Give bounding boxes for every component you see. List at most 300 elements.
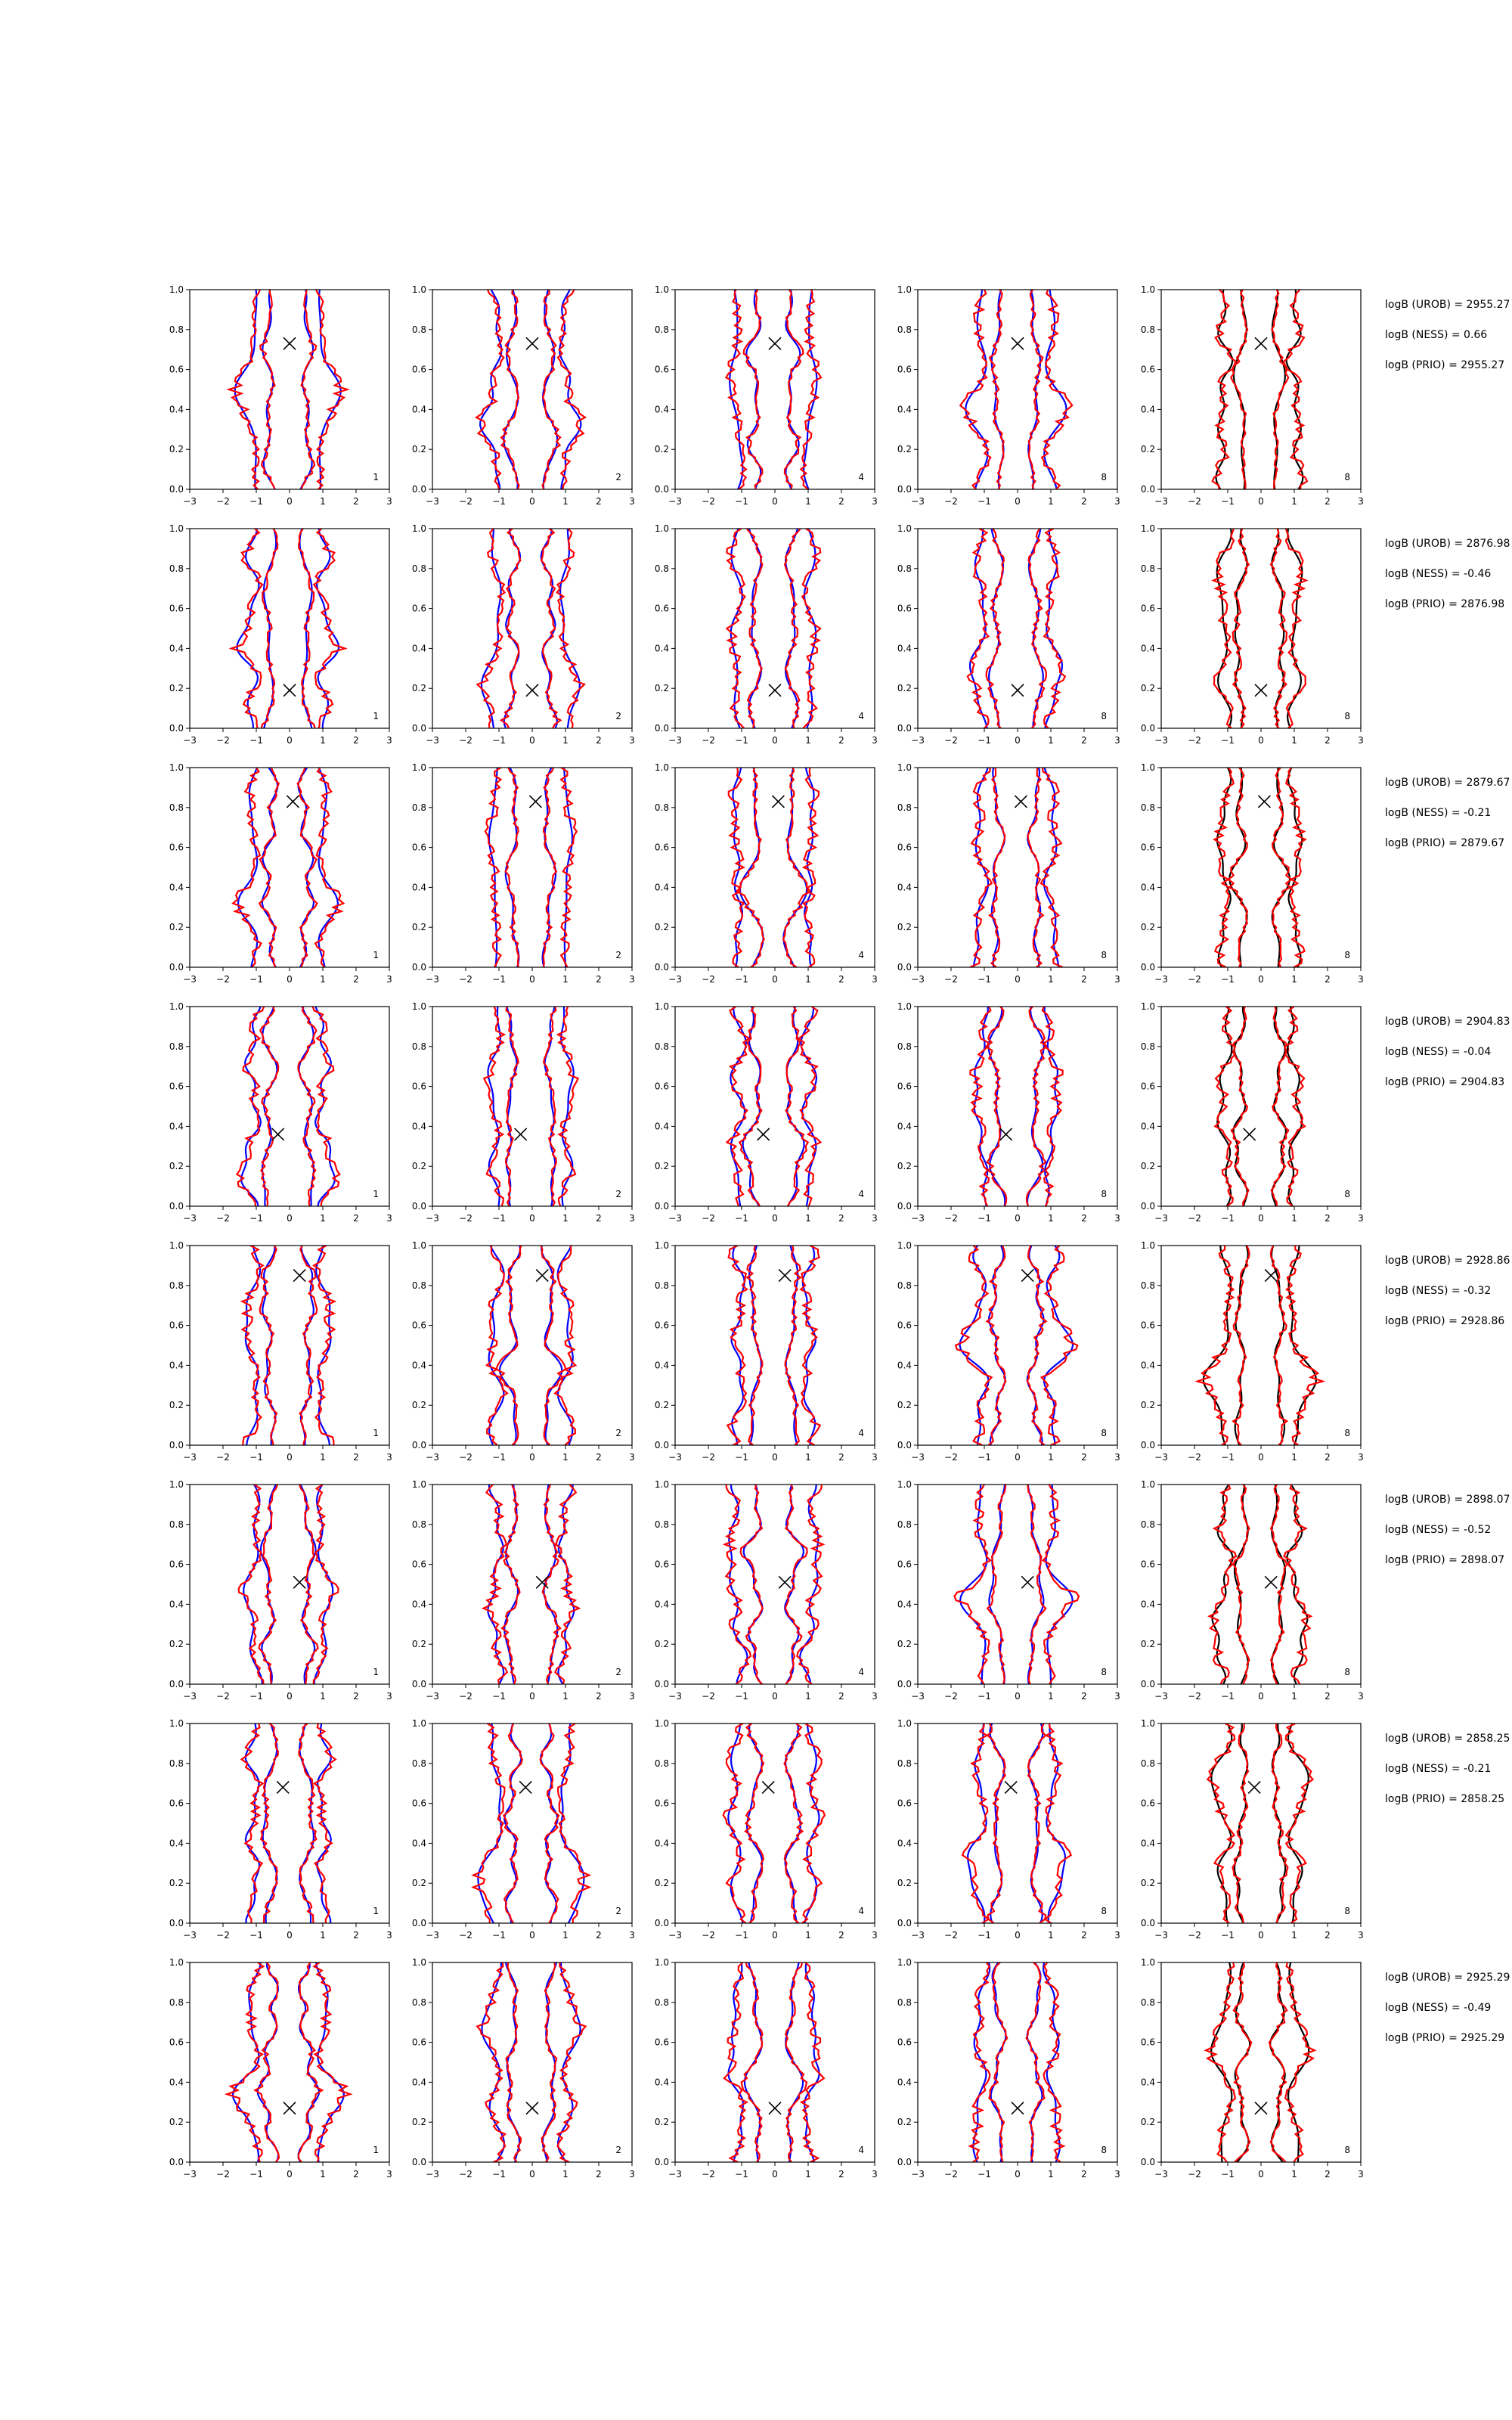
panel-number-label: 4 bbox=[858, 711, 864, 721]
panel-r1-c2 bbox=[412, 284, 635, 507]
y-tick-label: 0.8 bbox=[654, 1280, 669, 1291]
y-tick-label: 0.2 bbox=[897, 683, 912, 694]
axes-frame bbox=[432, 290, 632, 489]
contour-black-level1 bbox=[1235, 1723, 1285, 1923]
y-tick-label: 1.0 bbox=[897, 1957, 912, 1968]
contour-red-level2 bbox=[727, 529, 820, 728]
y-tick-label: 0.6 bbox=[1140, 1081, 1155, 1092]
y-tick-label: 0.4 bbox=[1140, 643, 1155, 654]
y-tick-label: 0.2 bbox=[169, 1400, 184, 1411]
y-tick-label: 1.0 bbox=[411, 1240, 426, 1251]
y-tick-label: 0.6 bbox=[411, 603, 426, 614]
x-tick-label: 3 bbox=[629, 496, 635, 507]
contour-red-level1 bbox=[260, 290, 316, 489]
x-tick-label: 2 bbox=[838, 2169, 844, 2180]
y-tick-label: 1.0 bbox=[411, 1479, 426, 1490]
contour-red-level2 bbox=[242, 1246, 334, 1445]
true-value-marker bbox=[1255, 684, 1267, 697]
x-tick-label: −1 bbox=[492, 974, 506, 985]
y-tick-label: 0.8 bbox=[169, 802, 184, 813]
x-tick-label: −2 bbox=[1188, 496, 1201, 507]
logb-prio-value: logB (PRIO) = 2876.98 bbox=[1385, 598, 1505, 610]
panel-r1-c3 bbox=[655, 284, 878, 507]
x-tick-label: −3 bbox=[911, 1213, 925, 1224]
x-tick-label: 2 bbox=[1325, 1213, 1331, 1224]
x-tick-label: 1 bbox=[320, 1213, 326, 1224]
panel-r8-c1 bbox=[169, 1957, 392, 2180]
y-tick-label: 0.8 bbox=[897, 1519, 912, 1530]
panel-number-label: 1 bbox=[373, 1667, 379, 1677]
y-tick-label: 0.4 bbox=[654, 1121, 669, 1132]
x-tick-label: 1 bbox=[1291, 1213, 1297, 1224]
x-tick-label: −3 bbox=[1154, 496, 1168, 507]
panel-number-label: 2 bbox=[615, 1428, 621, 1438]
x-tick-label: −2 bbox=[702, 974, 715, 985]
x-tick-label: −3 bbox=[183, 1930, 197, 1941]
panel-r3-c2 bbox=[412, 762, 635, 985]
panel-r6-c1 bbox=[169, 1479, 392, 1702]
panel-number-label: 8 bbox=[1101, 1189, 1107, 1199]
contour-red-level2 bbox=[723, 1723, 825, 1923]
x-tick-label: 2 bbox=[596, 1452, 602, 1463]
panel-r7-c1 bbox=[169, 1718, 392, 1941]
y-tick-label: 0.8 bbox=[169, 1996, 184, 2008]
x-tick-label: 1 bbox=[320, 2169, 326, 2180]
y-tick-label: 0.2 bbox=[897, 1161, 912, 1172]
x-tick-label: 2 bbox=[1081, 1930, 1087, 1941]
panel-number-label: 8 bbox=[1344, 2145, 1350, 2155]
y-tick-label: 0.0 bbox=[654, 484, 669, 495]
y-tick-label: 0.0 bbox=[411, 484, 426, 495]
panel-number-label: 8 bbox=[1344, 950, 1350, 960]
logb-ness-value: logB (NESS) = -0.52 bbox=[1385, 1524, 1492, 1536]
panel-r4-c3 bbox=[655, 1001, 878, 1224]
axes-frame bbox=[1161, 1246, 1361, 1445]
y-tick-label: 0.2 bbox=[169, 1639, 184, 1650]
logb-ness-value: logB (NESS) = -0.21 bbox=[1385, 1763, 1492, 1775]
x-tick-label: −3 bbox=[911, 1691, 925, 1702]
y-tick-label: 0.8 bbox=[1140, 1280, 1155, 1291]
contour-red-level1 bbox=[255, 1962, 322, 2162]
y-tick-label: 0.8 bbox=[411, 1041, 426, 1052]
axes-frame bbox=[918, 1007, 1117, 1206]
x-tick-label: 0 bbox=[1015, 974, 1021, 985]
x-tick-label: −1 bbox=[1221, 1213, 1235, 1224]
x-tick-label: 0 bbox=[1015, 1930, 1021, 1941]
contour-blue-level1 bbox=[504, 1723, 558, 1923]
panel-r2-c1 bbox=[169, 523, 392, 746]
y-tick-label: 0.8 bbox=[654, 1996, 669, 2008]
panel-r3-c5 bbox=[1141, 762, 1364, 985]
logb-prio-value: logB (PRIO) = 2858.25 bbox=[1385, 1793, 1505, 1805]
y-tick-label: 0.2 bbox=[654, 444, 669, 455]
contour-blue-level2 bbox=[960, 1246, 1074, 1445]
true-value-marker bbox=[1012, 684, 1024, 697]
true-value-marker bbox=[1255, 337, 1267, 349]
x-tick-label: 0 bbox=[287, 1213, 293, 1224]
y-tick-label: 0.2 bbox=[169, 1878, 184, 1889]
y-tick-label: 0.4 bbox=[1140, 882, 1155, 893]
x-tick-label: 1 bbox=[1291, 1452, 1297, 1463]
x-tick-label: 3 bbox=[872, 2169, 878, 2180]
y-tick-label: 0.2 bbox=[169, 2117, 184, 2128]
x-tick-label: −2 bbox=[459, 974, 472, 985]
y-tick-label: 0.6 bbox=[1140, 1559, 1155, 1570]
panel-number-label: 2 bbox=[615, 472, 621, 482]
x-tick-label: 0 bbox=[1015, 735, 1021, 746]
contour-blue-level1 bbox=[261, 1485, 316, 1684]
y-tick-label: 0.4 bbox=[411, 643, 426, 654]
contour-red-level2 bbox=[724, 1962, 824, 2162]
contour-red-level1 bbox=[259, 1485, 318, 1684]
x-tick-label: −2 bbox=[1188, 1452, 1201, 1463]
x-tick-label: −3 bbox=[1154, 974, 1168, 985]
y-tick-label: 0.4 bbox=[654, 1838, 669, 1849]
y-tick-label: 0.0 bbox=[897, 723, 912, 734]
y-tick-label: 0.2 bbox=[169, 1161, 184, 1172]
y-tick-label: 0.6 bbox=[169, 842, 184, 853]
contour-red-level2 bbox=[237, 1007, 339, 1206]
x-tick-label: 2 bbox=[1325, 1691, 1331, 1702]
x-tick-label: 2 bbox=[596, 1691, 602, 1702]
x-tick-label: −2 bbox=[1188, 1930, 1201, 1941]
y-tick-label: 0.6 bbox=[654, 1320, 669, 1331]
y-tick-label: 0.0 bbox=[654, 1918, 669, 1928]
contour-red-level1 bbox=[1234, 1485, 1287, 1684]
x-tick-label: −3 bbox=[668, 496, 682, 507]
panel-number-label: 1 bbox=[373, 1906, 379, 1916]
x-tick-label: 1 bbox=[1048, 974, 1054, 985]
true-value-marker bbox=[529, 796, 541, 808]
x-tick-label: −1 bbox=[735, 974, 748, 985]
y-tick-label: 0.4 bbox=[169, 404, 184, 415]
axes-frame bbox=[432, 1485, 632, 1684]
x-tick-label: −1 bbox=[735, 1930, 748, 1941]
contour-red-level2 bbox=[231, 529, 345, 728]
axes-frame bbox=[918, 1246, 1117, 1445]
y-tick-label: 1.0 bbox=[654, 1001, 669, 1012]
contour-red-level2 bbox=[484, 1007, 578, 1206]
contour-red-level2 bbox=[1198, 1246, 1323, 1445]
y-tick-label: 0.0 bbox=[1140, 1440, 1155, 1450]
y-tick-label: 0.4 bbox=[654, 1360, 669, 1371]
panel-r4-c2 bbox=[412, 1001, 635, 1224]
axes-frame bbox=[675, 1246, 875, 1445]
panel-number-label: 1 bbox=[373, 2145, 379, 2155]
y-tick-label: 0.4 bbox=[897, 1838, 912, 1849]
y-tick-label: 0.8 bbox=[897, 1758, 912, 1769]
x-tick-label: 1 bbox=[562, 1930, 569, 1941]
x-tick-label: −3 bbox=[911, 496, 925, 507]
y-tick-label: 0.8 bbox=[897, 1041, 912, 1052]
y-tick-label: 0.0 bbox=[897, 484, 912, 495]
x-tick-label: 3 bbox=[386, 974, 392, 985]
x-tick-label: 3 bbox=[629, 2169, 635, 2180]
x-tick-label: −2 bbox=[1188, 1213, 1201, 1224]
contour-blue-level1 bbox=[744, 1485, 804, 1684]
panel-number-label: 8 bbox=[1101, 1906, 1107, 1916]
x-tick-label: 2 bbox=[838, 496, 844, 507]
x-tick-label: −2 bbox=[459, 1213, 472, 1224]
x-tick-label: 0 bbox=[529, 735, 535, 746]
contour-blue-level1 bbox=[507, 1007, 556, 1206]
x-tick-label: 0 bbox=[772, 1691, 778, 1702]
contour-red-level1 bbox=[260, 1246, 318, 1445]
axes-frame bbox=[918, 529, 1117, 728]
x-tick-label: 1 bbox=[1048, 1213, 1054, 1224]
true-value-marker bbox=[779, 1576, 791, 1588]
panel-r2-c2 bbox=[412, 523, 635, 746]
logb-prio-value: logB (PRIO) = 2898.07 bbox=[1385, 1554, 1505, 1566]
axes-frame bbox=[190, 1007, 389, 1206]
logb-urob-value: logB (UROB) = 2898.07 bbox=[1385, 1494, 1510, 1506]
y-tick-label: 0.4 bbox=[411, 1360, 426, 1371]
panel-r6-c4 bbox=[897, 1479, 1120, 1702]
y-tick-label: 0.2 bbox=[654, 683, 669, 694]
contour-red-level2 bbox=[227, 1962, 350, 2162]
y-tick-label: 1.0 bbox=[1140, 1001, 1155, 1012]
axes-frame bbox=[1161, 1485, 1361, 1684]
axes-frame bbox=[1161, 290, 1361, 489]
y-tick-label: 1.0 bbox=[1140, 523, 1155, 534]
x-tick-label: 2 bbox=[1325, 974, 1331, 985]
axes-frame bbox=[432, 529, 632, 728]
y-tick-label: 0.0 bbox=[1140, 1201, 1155, 1212]
x-tick-label: −3 bbox=[668, 1452, 682, 1463]
y-tick-label: 0.4 bbox=[411, 2077, 426, 2088]
x-tick-label: −2 bbox=[702, 2169, 715, 2180]
x-tick-label: 3 bbox=[1114, 2169, 1120, 2180]
y-tick-label: 0.0 bbox=[897, 1440, 912, 1450]
x-tick-label: 0 bbox=[529, 1691, 535, 1702]
x-tick-label: −3 bbox=[1154, 1691, 1168, 1702]
panel-number-label: 1 bbox=[373, 1428, 379, 1438]
panel-r8-c4 bbox=[897, 1957, 1120, 2180]
x-tick-label: 3 bbox=[872, 974, 878, 985]
x-tick-label: 1 bbox=[1291, 496, 1297, 507]
y-tick-label: 0.0 bbox=[169, 1679, 184, 1689]
x-tick-label: −3 bbox=[183, 974, 197, 985]
contour-blue-level2 bbox=[960, 1485, 1073, 1684]
panel-r5-c2 bbox=[412, 1240, 635, 1463]
x-tick-label: 1 bbox=[1291, 735, 1297, 746]
y-tick-label: 0.4 bbox=[411, 1121, 426, 1132]
true-value-marker bbox=[1012, 337, 1024, 349]
logb-urob-value: logB (UROB) = 2876.98 bbox=[1385, 538, 1510, 550]
y-tick-label: 0.4 bbox=[1140, 1599, 1155, 1610]
y-tick-label: 0.2 bbox=[654, 1161, 669, 1172]
true-value-marker bbox=[1021, 1270, 1033, 1282]
y-tick-label: 0.0 bbox=[1140, 2157, 1155, 2167]
y-tick-label: 1.0 bbox=[411, 762, 426, 773]
x-tick-label: −3 bbox=[1154, 2169, 1168, 2180]
y-tick-label: 0.4 bbox=[654, 882, 669, 893]
x-tick-label: 3 bbox=[386, 2169, 392, 2180]
x-tick-label: −2 bbox=[1188, 974, 1201, 985]
axes-frame bbox=[918, 290, 1117, 489]
true-value-marker bbox=[515, 1128, 527, 1140]
contour-blue-level2 bbox=[235, 290, 341, 489]
true-value-marker bbox=[293, 1270, 305, 1282]
y-tick-label: 0.4 bbox=[654, 643, 669, 654]
true-value-marker bbox=[1244, 1128, 1256, 1140]
contour-black-level2 bbox=[1217, 529, 1303, 728]
contour-red-level2 bbox=[968, 529, 1065, 728]
x-tick-label: −3 bbox=[1154, 1213, 1168, 1224]
panel-number-label: 8 bbox=[1101, 950, 1107, 960]
contour-red-level2 bbox=[962, 1723, 1071, 1923]
y-tick-label: 0.6 bbox=[1140, 1320, 1155, 1331]
contour-blue-level1 bbox=[262, 1007, 314, 1206]
x-tick-label: 2 bbox=[1325, 496, 1331, 507]
y-tick-label: 0.8 bbox=[169, 324, 184, 335]
x-tick-label: 1 bbox=[1048, 496, 1054, 507]
x-tick-label: 3 bbox=[629, 1452, 635, 1463]
y-tick-label: 0.8 bbox=[654, 1519, 669, 1530]
y-tick-label: 0.2 bbox=[1140, 683, 1155, 694]
true-value-marker bbox=[1012, 2102, 1024, 2114]
y-tick-label: 0.0 bbox=[1140, 723, 1155, 734]
x-tick-label: 1 bbox=[805, 1691, 811, 1702]
x-tick-label: 2 bbox=[1081, 1452, 1087, 1463]
contour-red-level2 bbox=[955, 1485, 1080, 1684]
x-tick-label: −3 bbox=[183, 735, 197, 746]
logb-ness-value: logB (NESS) = 0.66 bbox=[1385, 329, 1488, 341]
panel-number-label: 8 bbox=[1344, 1428, 1350, 1438]
logb-ness-value: logB (NESS) = -0.46 bbox=[1385, 568, 1492, 580]
y-tick-label: 0.4 bbox=[897, 404, 912, 415]
panel-number-label: 8 bbox=[1101, 1428, 1107, 1438]
y-tick-label: 1.0 bbox=[897, 523, 912, 534]
x-tick-label: 2 bbox=[1081, 1691, 1087, 1702]
y-tick-label: 1.0 bbox=[654, 284, 669, 295]
x-tick-label: 1 bbox=[805, 735, 811, 746]
y-tick-label: 0.0 bbox=[411, 1679, 426, 1689]
x-tick-label: −2 bbox=[944, 1452, 958, 1463]
contour-red-level1 bbox=[987, 1246, 1046, 1445]
panel-r6-c2 bbox=[412, 1479, 635, 1702]
x-tick-label: 0 bbox=[287, 496, 293, 507]
y-tick-label: 0.0 bbox=[897, 2157, 912, 2167]
x-tick-label: −1 bbox=[249, 1213, 263, 1224]
contour-red-level2 bbox=[229, 290, 348, 489]
y-tick-label: 0.4 bbox=[1140, 404, 1155, 415]
y-tick-label: 0.0 bbox=[169, 1201, 184, 1212]
x-tick-label: −2 bbox=[216, 735, 230, 746]
x-tick-label: −2 bbox=[944, 1930, 958, 1941]
x-tick-label: 1 bbox=[1048, 1930, 1054, 1941]
y-tick-label: 0.0 bbox=[411, 1440, 426, 1450]
x-tick-label: 1 bbox=[320, 496, 326, 507]
y-tick-label: 0.8 bbox=[897, 563, 912, 574]
y-tick-label: 0.2 bbox=[1140, 2117, 1155, 2128]
x-tick-label: 3 bbox=[629, 735, 635, 746]
y-tick-label: 0.6 bbox=[654, 1081, 669, 1092]
true-value-marker bbox=[1248, 1781, 1260, 1793]
true-value-marker bbox=[1258, 796, 1270, 808]
y-tick-label: 1.0 bbox=[169, 1479, 184, 1490]
logb-prio-value: logB (PRIO) = 2904.83 bbox=[1385, 1076, 1505, 1088]
x-tick-label: −1 bbox=[492, 1213, 506, 1224]
x-tick-label: 3 bbox=[386, 1213, 392, 1224]
x-tick-label: 3 bbox=[872, 735, 878, 746]
axes-frame bbox=[1161, 1723, 1361, 1923]
y-tick-label: 1.0 bbox=[411, 1001, 426, 1012]
contour-blue-level1 bbox=[504, 1485, 557, 1684]
x-tick-label: −3 bbox=[911, 1452, 925, 1463]
contour-blue-level1 bbox=[989, 1246, 1043, 1445]
y-tick-label: 0.4 bbox=[169, 1121, 184, 1132]
y-tick-label: 0.2 bbox=[169, 922, 184, 933]
x-tick-label: −3 bbox=[911, 1930, 925, 1941]
x-tick-label: 3 bbox=[872, 496, 878, 507]
axes-frame bbox=[675, 1962, 875, 2162]
x-tick-label: −1 bbox=[978, 735, 991, 746]
y-tick-label: 0.2 bbox=[411, 922, 426, 933]
x-tick-label: 0 bbox=[1258, 1452, 1264, 1463]
x-tick-label: 3 bbox=[1114, 735, 1120, 746]
axes-frame bbox=[675, 529, 875, 728]
y-tick-label: 0.8 bbox=[654, 563, 669, 574]
y-tick-label: 0.6 bbox=[897, 842, 912, 853]
contour-blue-level1 bbox=[989, 1485, 1043, 1684]
y-tick-label: 0.8 bbox=[411, 1758, 426, 1769]
x-tick-label: 3 bbox=[1114, 1930, 1120, 1941]
contour-red-level2 bbox=[487, 1246, 575, 1445]
x-tick-label: −1 bbox=[249, 735, 263, 746]
x-tick-label: 1 bbox=[320, 735, 326, 746]
x-tick-label: −2 bbox=[944, 974, 958, 985]
x-tick-label: −2 bbox=[216, 1213, 230, 1224]
x-tick-label: 1 bbox=[562, 735, 569, 746]
y-tick-label: 1.0 bbox=[1140, 1240, 1155, 1251]
x-tick-label: 0 bbox=[1258, 1930, 1264, 1941]
panel-number-label: 4 bbox=[858, 950, 864, 960]
y-tick-label: 1.0 bbox=[169, 762, 184, 773]
y-tick-label: 0.4 bbox=[411, 1599, 426, 1610]
y-tick-label: 0.4 bbox=[169, 1838, 184, 1849]
contour-blue-level1 bbox=[506, 1962, 556, 2162]
panel-number-label: 4 bbox=[858, 1189, 864, 1199]
logb-prio-value: logB (PRIO) = 2925.29 bbox=[1385, 2032, 1505, 2044]
axes-frame bbox=[432, 1007, 632, 1206]
y-tick-label: 0.2 bbox=[654, 1878, 669, 1889]
x-tick-label: 2 bbox=[353, 1691, 359, 1702]
x-tick-label: −3 bbox=[668, 974, 682, 985]
y-tick-label: 0.8 bbox=[1140, 1041, 1155, 1052]
x-tick-label: 1 bbox=[1048, 1691, 1054, 1702]
x-tick-label: 3 bbox=[872, 1930, 878, 1941]
axes-frame bbox=[190, 1962, 389, 2162]
y-tick-label: 0.0 bbox=[1140, 1918, 1155, 1928]
y-tick-label: 0.2 bbox=[169, 683, 184, 694]
y-tick-label: 0.0 bbox=[654, 1679, 669, 1689]
x-tick-label: −2 bbox=[702, 735, 715, 746]
y-tick-label: 0.2 bbox=[411, 444, 426, 455]
panel-r4-c1 bbox=[169, 1001, 392, 1224]
panel-r1-c4 bbox=[897, 284, 1120, 507]
contour-red-level2 bbox=[477, 1962, 585, 2162]
x-tick-label: 3 bbox=[1114, 1691, 1120, 1702]
contour-blue-level2 bbox=[489, 768, 572, 967]
panel-r8-c5 bbox=[1141, 1957, 1364, 2180]
y-tick-label: 0.4 bbox=[897, 643, 912, 654]
x-tick-label: 3 bbox=[1358, 2169, 1364, 2180]
y-tick-label: 0.6 bbox=[897, 1798, 912, 1809]
y-tick-label: 0.0 bbox=[654, 962, 669, 973]
x-tick-label: −1 bbox=[1221, 1691, 1235, 1702]
x-tick-label: −2 bbox=[216, 1691, 230, 1702]
